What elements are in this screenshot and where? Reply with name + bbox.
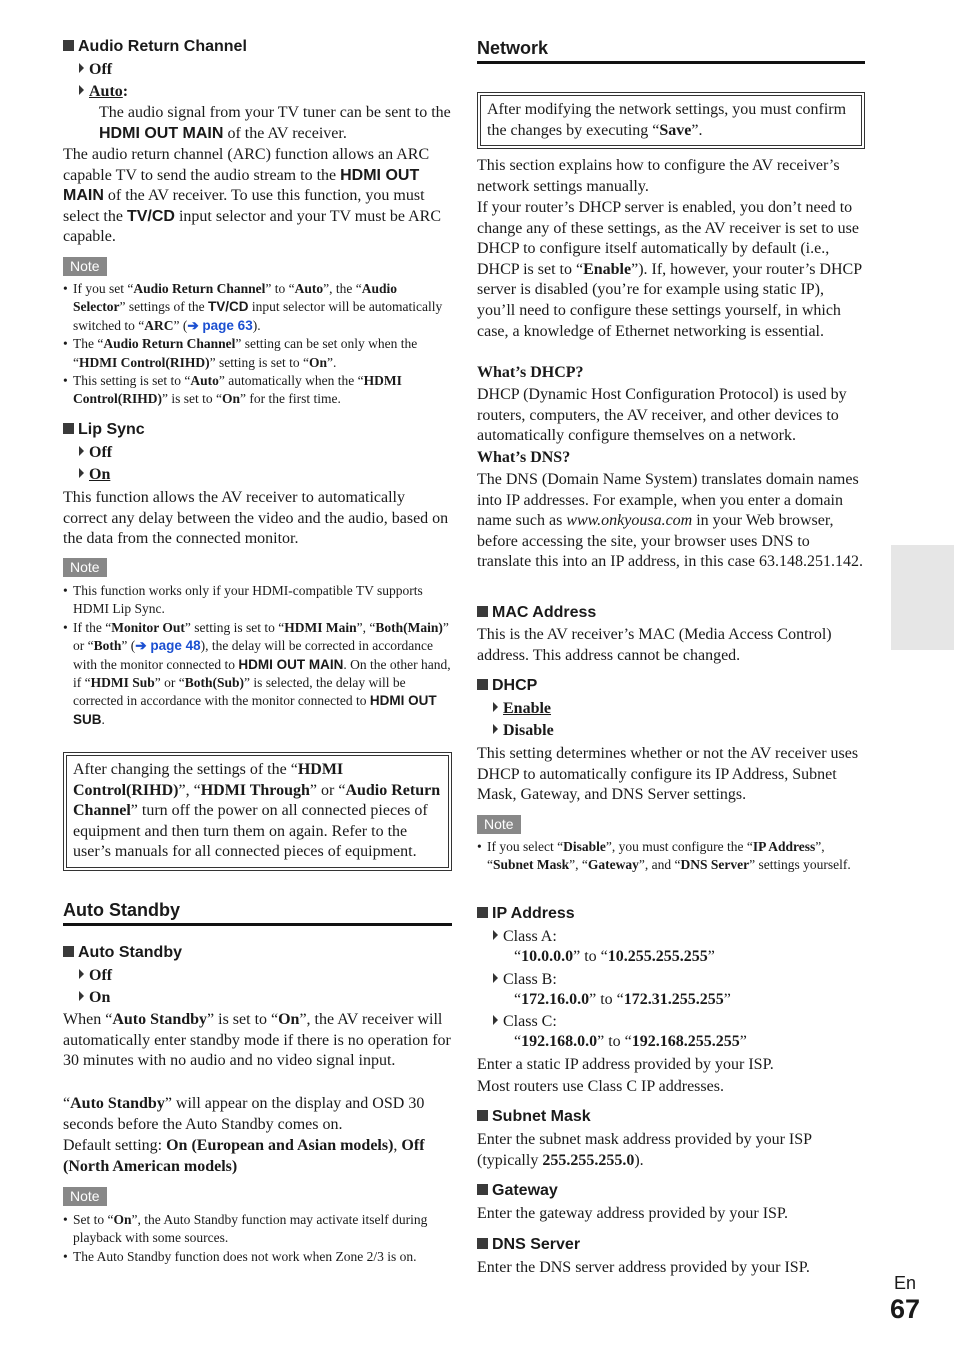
lip-notes xyxy=(63,582,452,729)
mac-address-heading: MAC Address xyxy=(477,603,865,623)
whats-dns-heading: What’s DNS? xyxy=(477,449,571,466)
network-save-box-text: After modifying the network settings, you must confirm the changes by executing “Save”. xyxy=(480,95,862,146)
auto-standby-title: Auto Standby xyxy=(63,900,180,920)
audio-return-channel-heading: Audio Return Channel xyxy=(63,37,452,57)
triangle-bullet-icon xyxy=(79,446,84,456)
hdmi-settings-box-text: After changing the settings of the “HDMI Control(RIHD)”, “HDMI Through” or “Audio Return Channel” turn off the power on all connected pieces of equipment and then turn them on again. Refer to the user’s manuals for all connected pieces of equipment. xyxy=(66,755,449,868)
square-bullet-icon xyxy=(477,1110,488,1121)
triangle-bullet-icon xyxy=(79,991,84,1001)
square-bullet-icon xyxy=(477,1238,488,1249)
section-rule xyxy=(477,61,865,64)
arc-notes xyxy=(63,280,452,409)
ip-address-heading: IP Address xyxy=(477,904,865,924)
triangle-bullet-icon xyxy=(79,969,84,979)
triangle-bullet-icon xyxy=(493,973,498,983)
ip-address-paragraph-1: Enter a static IP address provided by your ISP. xyxy=(477,1056,774,1073)
dhcp-option-enable: Enable xyxy=(477,699,865,719)
subnet-mask-paragraph: Enter the subnet mask address provided by your ISP (typically 255.255.255.0). xyxy=(477,1131,812,1169)
dhcp-heading: DHCP xyxy=(477,676,865,696)
lip-sync-paragraph: This function allows the AV receiver to automatically correct any delay between the video and the audio, based on the data from the connected monitor. xyxy=(63,489,449,548)
lip-option-on: On xyxy=(63,465,452,485)
list-item: • This setting is set to “Auto” automatically when the “HDMI Control(RIHD)” is set to “On” for the first time. xyxy=(63,372,452,409)
dhcp-paragraph: This setting determines whether or not the AV receiver uses DHCP to automatically configure its IP Address, Subnet Mask, Gateway, and DNS Server settings. xyxy=(477,745,859,804)
square-bullet-icon xyxy=(477,606,488,617)
as-note-tag: Note xyxy=(63,1187,452,1206)
subnet-mask-heading: Subnet Mask xyxy=(477,1107,865,1127)
square-bullet-icon xyxy=(477,679,488,690)
dhcp-intro: If your router’s DHCP server is enabled, you don’t need to change any of these settings, as the AV receiver is set to use DHCP to configure itself automatically by default (i.e., DHCP is set to “Enable”). If, however, your router’s DHCP server is disabled (you’re for example using static IP), you’ll need to configure these settings yourself, in which case, a knowledge of Ethernet networking is essential. xyxy=(477,199,862,340)
class-c-range: “192.168.0.0” to “192.168.255.255” xyxy=(514,1033,747,1050)
arc-auto-description: The audio signal from your TV tuner can be sent to the HDMI OUT MAIN of the AV receiver. xyxy=(99,104,451,142)
list-item: • This function works only if your HDMI-compatible TV supports HDMI Lip Sync. xyxy=(63,582,452,619)
list-item: • If you set “Audio Return Channel” to “Auto”, the “Audio Selector” settings of the TV/CD input selector will be automatically switched to “ARC” (➔ page 63). xyxy=(63,280,452,335)
dns-server-paragraph: Enter the DNS server address provided by your ISP. xyxy=(477,1259,810,1276)
triangle-bullet-icon xyxy=(79,63,84,73)
square-bullet-icon xyxy=(63,40,74,51)
auto-standby-heading: Auto Standby xyxy=(63,943,452,963)
list-item: • If you select “Disable”, you must configure the “IP Address”, “Subnet Mask”, “Gateway”, and “DNS Server” settings yourself. xyxy=(477,838,865,875)
triangle-bullet-icon xyxy=(493,702,498,712)
chapter-side-tab xyxy=(891,545,954,650)
class-c-label: Class C: xyxy=(477,1012,865,1032)
class-a-range: “10.0.0.0” to “10.255.255.255” xyxy=(514,948,715,965)
whats-dns-answer: The DNS (Domain Name System) translates domain names into IP addresses. For example, when you enter a domain name such as www.onkyousa.com in your Web browser, before accessing the site, your browser uses DNS to translate this into an IP address, in this case 63.148.251.142. xyxy=(477,471,864,571)
whats-dhcp-answer: DHCP (Dynamic Host Configuration Protocol) is used by routers, computers, the AV receiver, and other devices to automatically configure themselves on a network. xyxy=(477,386,847,445)
as-option-off: Off xyxy=(63,966,452,986)
network-title: Network xyxy=(477,38,549,58)
page-number: 67 xyxy=(889,1294,921,1324)
as-option-on: On xyxy=(63,988,452,1008)
square-bullet-icon xyxy=(63,946,74,957)
class-a-label: Class A: xyxy=(477,927,865,947)
dns-server-heading: DNS Server xyxy=(477,1235,865,1255)
triangle-bullet-icon xyxy=(79,85,84,95)
network-intro: This section explains how to configure the AV receiver’s network settings manually. xyxy=(477,157,840,195)
gateway-heading: Gateway xyxy=(477,1181,865,1201)
lip-sync-heading: Lip Sync xyxy=(63,420,452,440)
class-b-range: “172.16.0.0” to “172.31.255.255” xyxy=(514,991,731,1008)
section-rule xyxy=(63,923,452,926)
list-item: • Set to “On”, the Auto Standby function may activate itself during playback with some sources. xyxy=(63,1211,452,1248)
as-paragraph-2: “Auto Standby” will appear on the display and OSD 30 seconds before the Auto Standby comes on. xyxy=(63,1095,425,1133)
page-63-link[interactable]: ➔ page 63 xyxy=(187,317,253,333)
triangle-bullet-icon xyxy=(79,468,84,478)
hdmi-settings-box xyxy=(63,752,452,871)
as-paragraph-1: When “Auto Standby” is set to “On”, the AV receiver will automatically enter standby mode if there is no operation for 30 minutes with no audio and no video signal input. xyxy=(63,1011,451,1070)
page-48-link[interactable]: ➔ page 48 xyxy=(135,638,201,654)
triangle-bullet-icon xyxy=(493,724,498,734)
as-default-setting: Default setting: On (European and Asian models), Off (North American models) xyxy=(63,1137,425,1175)
page-number-block xyxy=(880,1272,930,1324)
arc-paragraph: The audio return channel (ARC) function allows an ARC capable TV to send the audio stream to the HDMI OUT MAIN of the AV receiver. To use this function, you must select the TV/CD input selector and your TV must be ARC capable. xyxy=(63,146,442,246)
list-item: • The Auto Standby function does not work when Zone 2/3 is on. xyxy=(63,1248,452,1266)
triangle-bullet-icon xyxy=(493,1015,498,1025)
gateway-paragraph: Enter the gateway address provided by your ISP. xyxy=(477,1205,789,1222)
network-save-box xyxy=(477,92,865,149)
list-item: • The “Audio Return Channel” setting can be set only when the “HDMI Control(RIHD)” setting is set to “On”. xyxy=(63,335,452,372)
whats-dhcp-heading: What’s DHCP? xyxy=(477,364,584,381)
triangle-bullet-icon xyxy=(493,930,498,940)
lip-option-off: Off xyxy=(63,443,452,463)
list-item: • If the “Monitor Out” setting is set to “HDMI Main”, “Both(Main)” or “Both” (➔ page 48), the delay will be corrected in accordance with the monitor connected to HDMI OUT MAIN. On the other hand, if “HDMI Sub” or “Both(Sub)” is selected, the delay will be corrected in accordance with the monitor connected to HDMI OUT SUB. xyxy=(63,619,452,729)
dhcp-notes xyxy=(477,838,865,875)
dhcp-note-tag: Note xyxy=(477,815,865,834)
class-b-label: Class B: xyxy=(477,970,865,990)
language-label: En xyxy=(893,1273,917,1293)
as-notes xyxy=(63,1211,452,1266)
mac-address-paragraph: This is the AV receiver’s MAC (Media Access Control) address. This address cannot be changed. xyxy=(477,626,832,664)
square-bullet-icon xyxy=(477,1184,488,1195)
square-bullet-icon xyxy=(477,907,488,918)
dhcp-option-disable: Disable xyxy=(477,721,865,741)
arc-option-off: Off xyxy=(63,60,452,80)
square-bullet-icon xyxy=(63,423,74,434)
ip-address-paragraph-2: Most routers use Class C IP addresses. xyxy=(477,1078,724,1095)
lip-note-tag: Note xyxy=(63,558,452,577)
arc-option-auto: Auto: xyxy=(63,82,452,102)
arc-note-tag: Note xyxy=(63,257,452,276)
